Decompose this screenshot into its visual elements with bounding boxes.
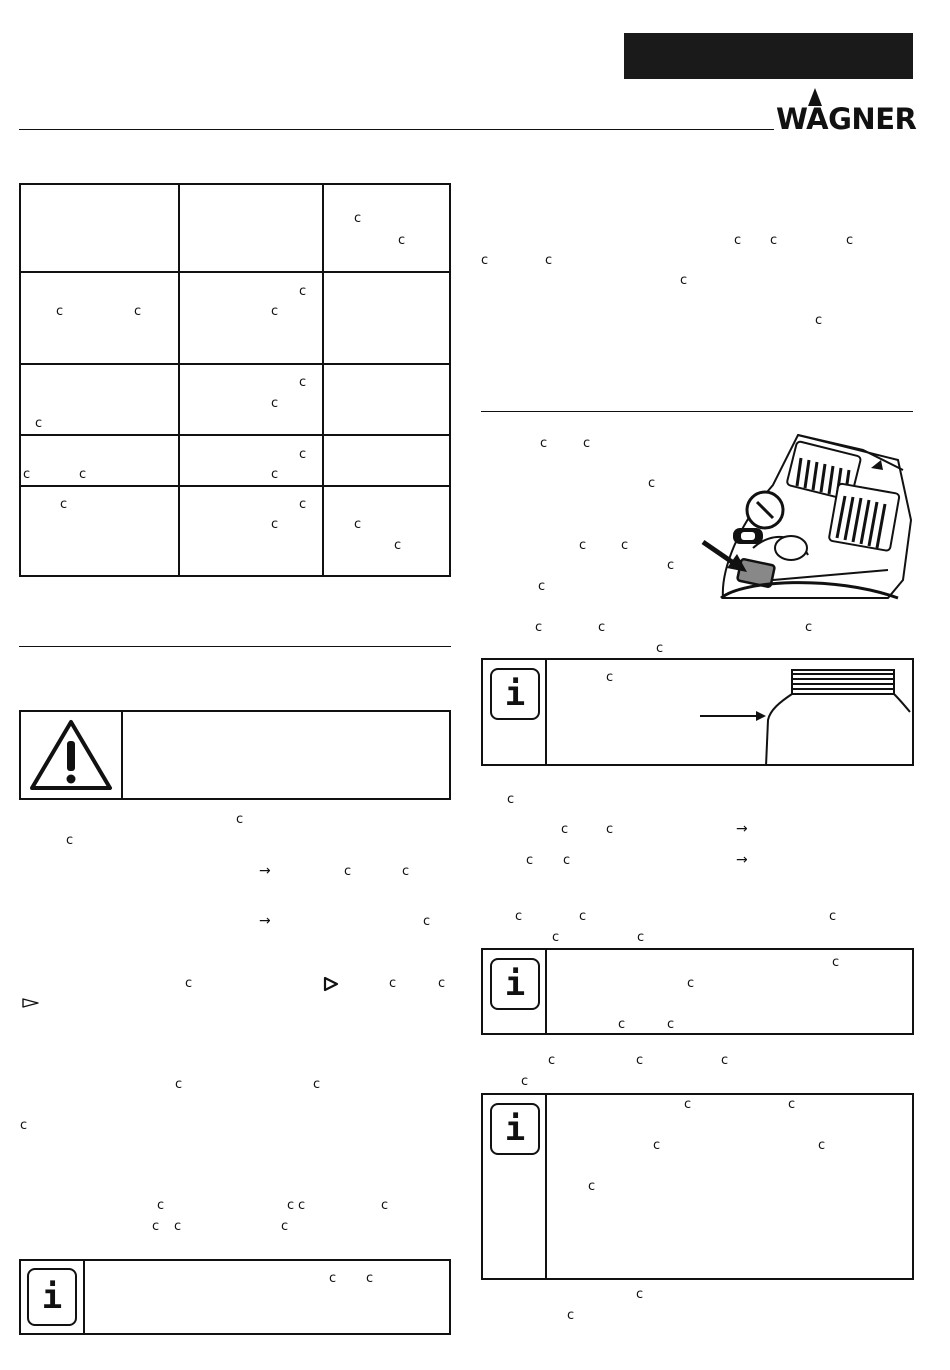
text-fragment: c (134, 304, 142, 319)
paint-container-illustration (700, 660, 850, 766)
text-fragment: c (152, 1219, 160, 1234)
info-box-divider (545, 660, 547, 764)
text-fragment: c (636, 1053, 644, 1068)
text-fragment: c (832, 955, 840, 970)
text-fragment: c (805, 620, 813, 635)
section-rule (481, 411, 913, 412)
text-fragment: c (618, 1017, 626, 1032)
info-box-divider (545, 950, 547, 1033)
text-fragment: c (298, 1198, 306, 1213)
text-fragment: c (588, 1179, 596, 1194)
text-fragment: c (583, 436, 591, 451)
info-box (481, 1093, 914, 1280)
text-fragment: c (299, 497, 307, 512)
trigger-triangle-icon (323, 976, 339, 992)
text-fragment: c (567, 1308, 575, 1323)
text-fragment: c (236, 812, 244, 827)
text-fragment: c (329, 1271, 337, 1286)
text-fragment: c (299, 447, 307, 462)
text-fragment: c (667, 558, 675, 573)
table-cell (20, 272, 179, 364)
text-fragment: c (60, 497, 68, 512)
text-fragment: c (381, 1198, 389, 1213)
table-cell (20, 184, 179, 272)
text-fragment: c (175, 1077, 183, 1092)
text-fragment: c (271, 304, 279, 319)
trigger-triangle-small-icon (22, 998, 40, 1008)
text-fragment: c (299, 284, 307, 299)
logo-text: WAGNER (776, 102, 917, 136)
text-fragment: c (637, 930, 645, 945)
text-fragment: c (344, 864, 352, 879)
text-fragment: c (656, 641, 664, 656)
text-fragment: c (402, 864, 410, 879)
text-fragment: c (20, 1118, 28, 1133)
text-fragment: c (507, 792, 515, 807)
section-rule (19, 646, 451, 647)
text-fragment: c (648, 476, 656, 491)
text-fragment: c (846, 233, 854, 248)
info-box (19, 1259, 451, 1335)
text-fragment: c (271, 517, 279, 532)
sprayer-device-illustration (713, 430, 913, 600)
info-icon: i (27, 1268, 77, 1326)
text-fragment: c (515, 909, 523, 924)
table-cell (323, 184, 450, 272)
text-fragment: c (185, 976, 193, 991)
text-fragment: c (540, 436, 548, 451)
text-fragment: c (680, 273, 688, 288)
info-icon: i (490, 1103, 540, 1155)
text-fragment: c (271, 396, 279, 411)
text-fragment: c (621, 538, 629, 553)
warning-box (19, 710, 451, 800)
text-fragment: c (818, 1138, 826, 1153)
arrow-right-icon: → (259, 913, 271, 929)
header-black-tab (624, 33, 913, 79)
table-cell (20, 486, 179, 576)
text-fragment: c (23, 467, 31, 482)
text-fragment: c (606, 822, 614, 837)
text-fragment: c (157, 1198, 165, 1213)
text-fragment: c (66, 833, 74, 848)
text-fragment: c (398, 233, 406, 248)
info-box-divider (83, 1261, 85, 1333)
text-fragment: c (545, 253, 553, 268)
text-fragment: c (354, 211, 362, 226)
text-fragment: c (35, 416, 43, 431)
arrow-right-icon: → (736, 852, 748, 868)
text-fragment: c (552, 930, 560, 945)
info-icon: i (490, 668, 540, 720)
table-cell (323, 486, 450, 576)
text-fragment: c (734, 233, 742, 248)
text-fragment: c (174, 1219, 182, 1234)
text-fragment: c (667, 1017, 675, 1032)
text-fragment: c (313, 1077, 321, 1092)
text-fragment: c (481, 253, 489, 268)
text-fragment: c (56, 304, 64, 319)
header-rule (19, 129, 774, 130)
text-fragment: c (389, 976, 397, 991)
text-fragment: c (281, 1219, 289, 1234)
text-fragment: c (770, 233, 778, 248)
text-fragment: c (423, 914, 431, 929)
text-fragment: c (829, 909, 837, 924)
text-fragment: c (299, 375, 307, 390)
text-fragment: c (538, 579, 546, 594)
spec-table (19, 183, 451, 577)
text-fragment: c (561, 822, 569, 837)
text-fragment: c (535, 620, 543, 635)
table-cell (179, 184, 323, 272)
text-fragment: c (394, 538, 402, 553)
arrow-right-icon: → (736, 821, 748, 837)
warning-triangle-icon (29, 719, 113, 791)
text-fragment: c (815, 313, 823, 328)
table-cell (323, 364, 450, 435)
text-fragment: c (579, 909, 587, 924)
text-fragment: c (684, 1097, 692, 1112)
info-icon: i (490, 958, 540, 1010)
text-fragment: c (606, 670, 614, 685)
text-fragment: c (548, 1053, 556, 1068)
text-fragment: c (579, 538, 587, 553)
info-box-divider (545, 1095, 547, 1278)
warning-box-divider (121, 712, 123, 798)
table-cell (20, 364, 179, 435)
arrow-right-icon: → (259, 863, 271, 879)
text-fragment: c (788, 1097, 796, 1112)
text-fragment: c (521, 1074, 529, 1089)
table-cell (323, 272, 450, 364)
text-fragment: c (438, 976, 446, 991)
info-box (481, 658, 914, 766)
text-fragment: c (636, 1287, 644, 1302)
text-fragment: c (653, 1138, 661, 1153)
text-fragment: c (721, 1053, 729, 1068)
text-fragment: c (687, 976, 695, 991)
info-box (481, 948, 914, 1035)
table-cell (20, 435, 179, 486)
text-fragment: c (526, 853, 534, 868)
text-fragment: c (598, 620, 606, 635)
text-fragment: c (354, 517, 362, 532)
table-cell (323, 435, 450, 486)
text-fragment: c (79, 467, 87, 482)
text-fragment: c (271, 467, 279, 482)
text-fragment: c (366, 1271, 374, 1286)
text-fragment: c (287, 1198, 295, 1213)
text-fragment: c (563, 853, 571, 868)
